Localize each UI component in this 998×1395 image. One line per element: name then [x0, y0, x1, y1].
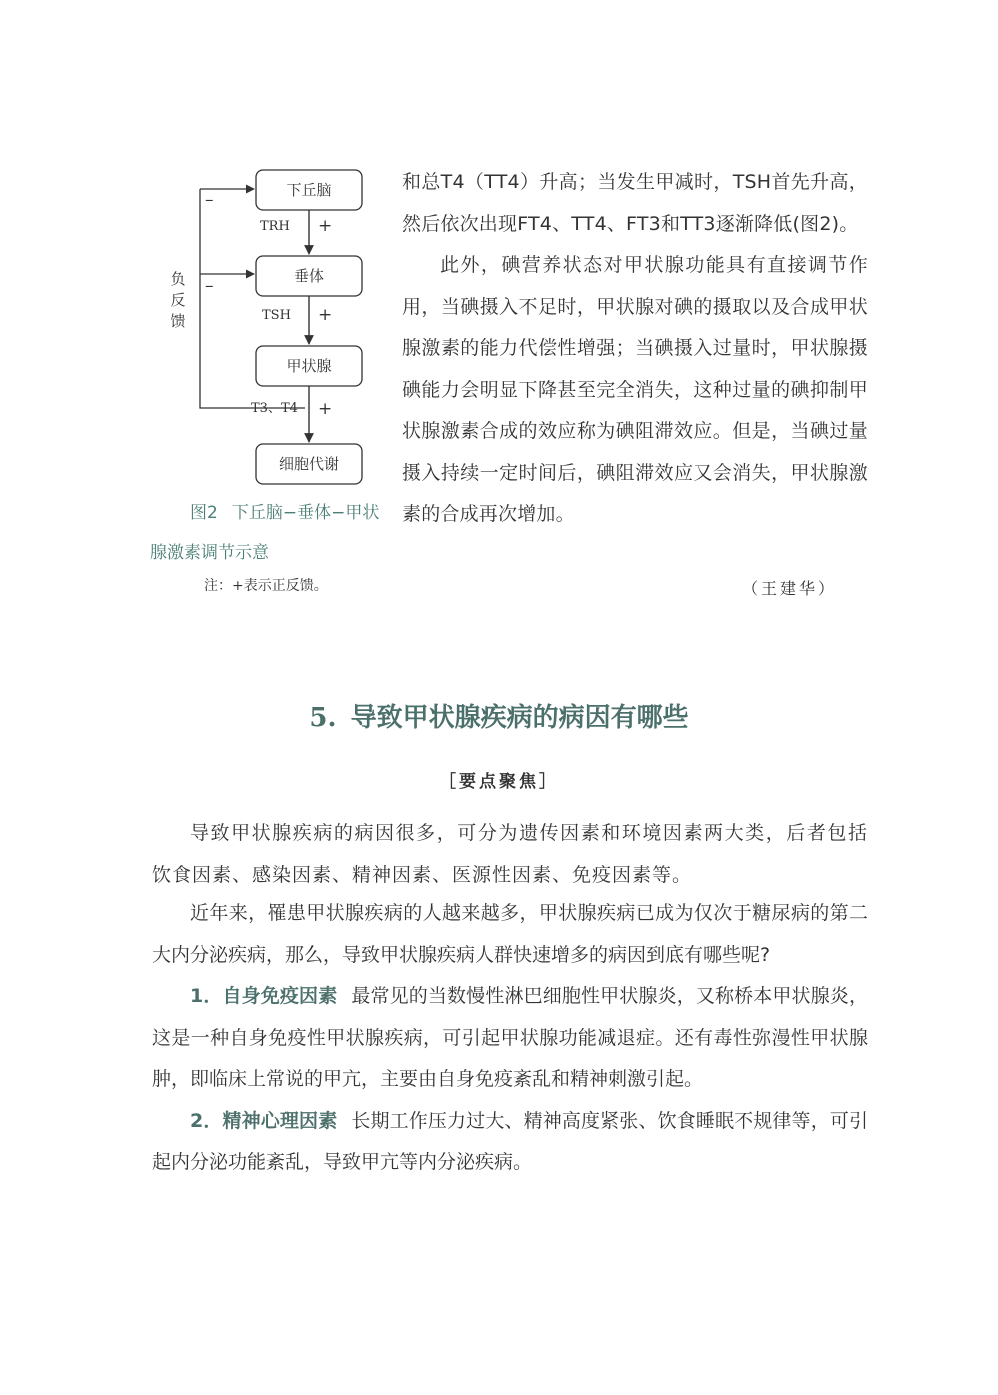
- box-cell-metabolism-label: 细胞代谢: [278, 455, 340, 473]
- paragraph: 此外，碘营养状态对甲状腺功能具有直接调节作用，当碘摄入不足时，甲状腺对碘的摄取以及合成甲状腺激素的能力代偿性增强；当碘摄入过量时，甲状腺摄碘能力会明显下降甚至完全消失，这种过量的碘抑制甲状腺激素合成的效应称为碘阻滞效应。但是，当碘过量摄入持续一定时间后，碘阻滞效应又会消失，甲状腺激素的合成再次增加。: [402, 254, 868, 525]
- right-column: [402, 162, 868, 536]
- box-hypothalamus-label: 下丘脑: [286, 181, 332, 199]
- box-pituitary-label: 垂体: [293, 267, 325, 285]
- list-item: [152, 976, 868, 1101]
- paragraph: 近年来，罹患甲状腺疾病的人越来越多，甲状腺疾病已成为仅次于糖尿病的第二大内分泌疾病，那么，导致甲状腺疾病人群快速增多的病因到底有哪些呢?: [152, 902, 868, 966]
- feedback-label: 负: [170, 270, 186, 288]
- paragraph: 和总T4（TT4）升高；当发生甲减时，TSH首先升高，然后依次出现FT4、TT4、FT3和TT3逐渐降低(图2)。: [402, 171, 868, 235]
- item-heading: 2．精神心理因素: [190, 1109, 338, 1132]
- minus-sign: –: [205, 276, 214, 296]
- regulation-diagram: [150, 160, 390, 510]
- figure-number: 图2: [190, 503, 218, 523]
- section-title: [0, 697, 998, 734]
- minus-sign: –: [205, 190, 214, 210]
- plus-sign: +: [318, 399, 333, 419]
- keypoints-summary: [152, 812, 868, 896]
- paragraph: 导致甲状腺疾病的病因很多，可分为遗传因素和环境因素两大类，后者包括饮食因素、感染因素、精神因素、医源性因素、免疫因素等。: [152, 822, 868, 886]
- plus-sign: +: [318, 305, 333, 325]
- item-text: 最常见的当数慢性淋巴细胞性甲状腺炎，又称桥本甲状腺炎，这是一种自身免疫性甲状腺疾病，可引起甲状腺功能减退症。还有毒性弥漫性甲状腺肿，即临床上常说的甲亢，主要由自身免疫紊乱和精神刺激引起。: [152, 985, 868, 1090]
- figure-caption-text: 下丘脑−垂体−甲状腺激素调节示意: [150, 503, 380, 563]
- section-body: [152, 893, 868, 1184]
- item-heading: 1．自身免疫因素: [190, 985, 338, 1007]
- figure-note: 注：+表示正反馈。: [204, 578, 328, 594]
- list-item: [152, 1101, 868, 1184]
- feedback-label: 反: [170, 291, 186, 309]
- label-tsh: TSH: [262, 308, 291, 323]
- box-thyroid-label: 甲状腺: [286, 357, 332, 375]
- author: （王建华）: [742, 579, 838, 598]
- feedback-label: 馈: [170, 312, 186, 330]
- plus-sign: +: [318, 216, 333, 236]
- keypoints-label: ［要点聚焦］: [439, 772, 559, 792]
- section-number: 5.: [309, 703, 337, 733]
- section-title-text: 导致甲状腺疾病的病因有哪些: [350, 703, 689, 733]
- label-trh: TRH: [260, 219, 290, 234]
- diagram-svg: [150, 160, 390, 510]
- figure-caption: [150, 493, 390, 573]
- item-text: 长期工作压力过大、精神高度紧张、饮食睡眠不规律等，可引起内分泌功能紊乱，导致甲亢等内分泌疾病。: [152, 1109, 868, 1173]
- label-t3t4: T3、T4: [251, 401, 298, 416]
